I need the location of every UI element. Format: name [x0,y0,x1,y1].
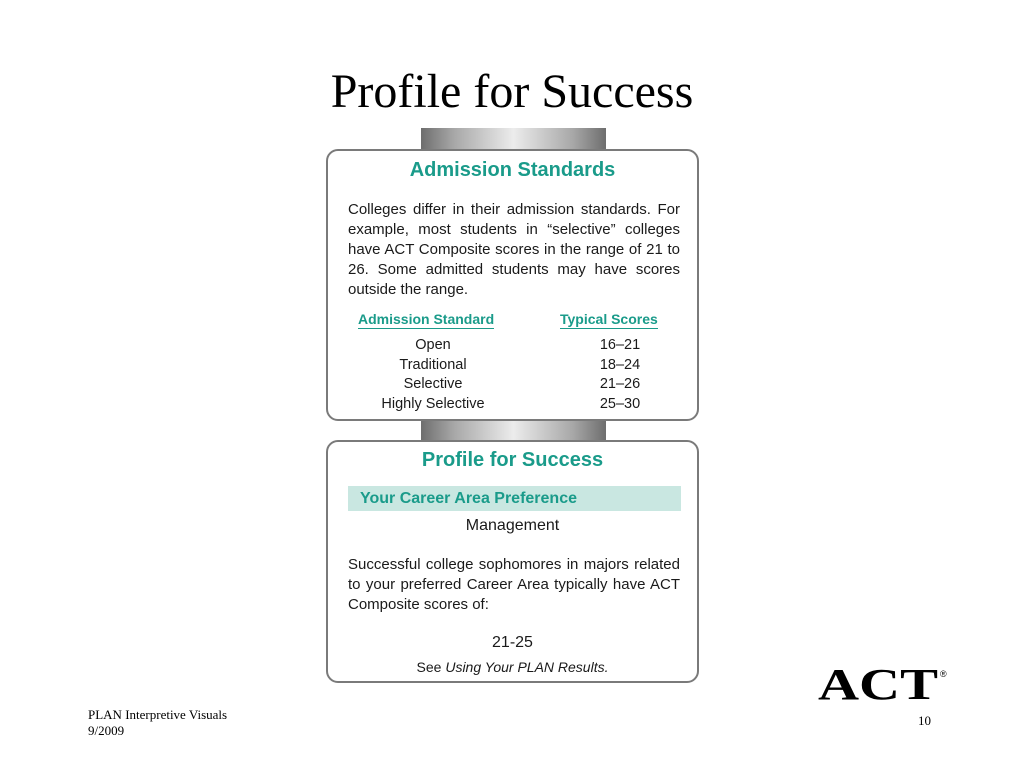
standard-cell: Traditional [399,356,467,373]
admission-standards-heading: Admission Standards [409,159,616,181]
standard-cell: Selective [403,376,463,393]
table-row [358,336,678,356]
standard-cell: Open [415,337,451,353]
standard-cell: Highly Selective [381,395,485,412]
middle-pillar [421,419,606,442]
profile-for-success-panel [326,440,699,683]
admission-standards-panel [326,149,699,421]
success-description: Successful college sophomores in majors related to your preferred Career Area typically have ACT Composite scores of: [348,556,680,613]
footer-date: 9/2009 [88,723,125,738]
table-row [358,356,678,376]
scores-cell: 25–30 [599,395,641,412]
table-row [358,395,678,415]
profile-heading: Profile for Success [421,449,604,471]
footer-caption [88,707,227,739]
scores-cell: 21–26 [599,376,641,393]
admission-description: Colleges differ in their admission standards. For example, most students in “selective” colleges have ACT Composite scores in the range of 21 to 26. Some admitted students may have scores outside the range. [348,201,680,298]
column-header-standard: Admission Standard [358,311,495,327]
column-header-scores: Typical Scores [560,311,658,327]
slide-title: Profile for Success [330,65,694,118]
footer-title: PLAN Interpretive Visuals [88,707,228,722]
scores-cell: 18–24 [599,356,641,373]
see-reference [328,659,697,675]
admission-standards-table [358,336,678,414]
career-area-preference-label: Your Career Area Preference [348,486,681,511]
scores-cell: 16–21 [599,337,641,353]
act-logo [818,664,950,704]
logo-wordmark: ACT [818,664,938,704]
career-area-value: Management [465,517,560,534]
see-title: Using Your PLAN Results. [445,659,609,675]
table-row [358,375,678,395]
registered-mark: ® [940,669,947,679]
see-prefix: See [416,659,446,675]
score-range: 21-25 [492,634,533,651]
page-number: 10 [918,713,931,728]
